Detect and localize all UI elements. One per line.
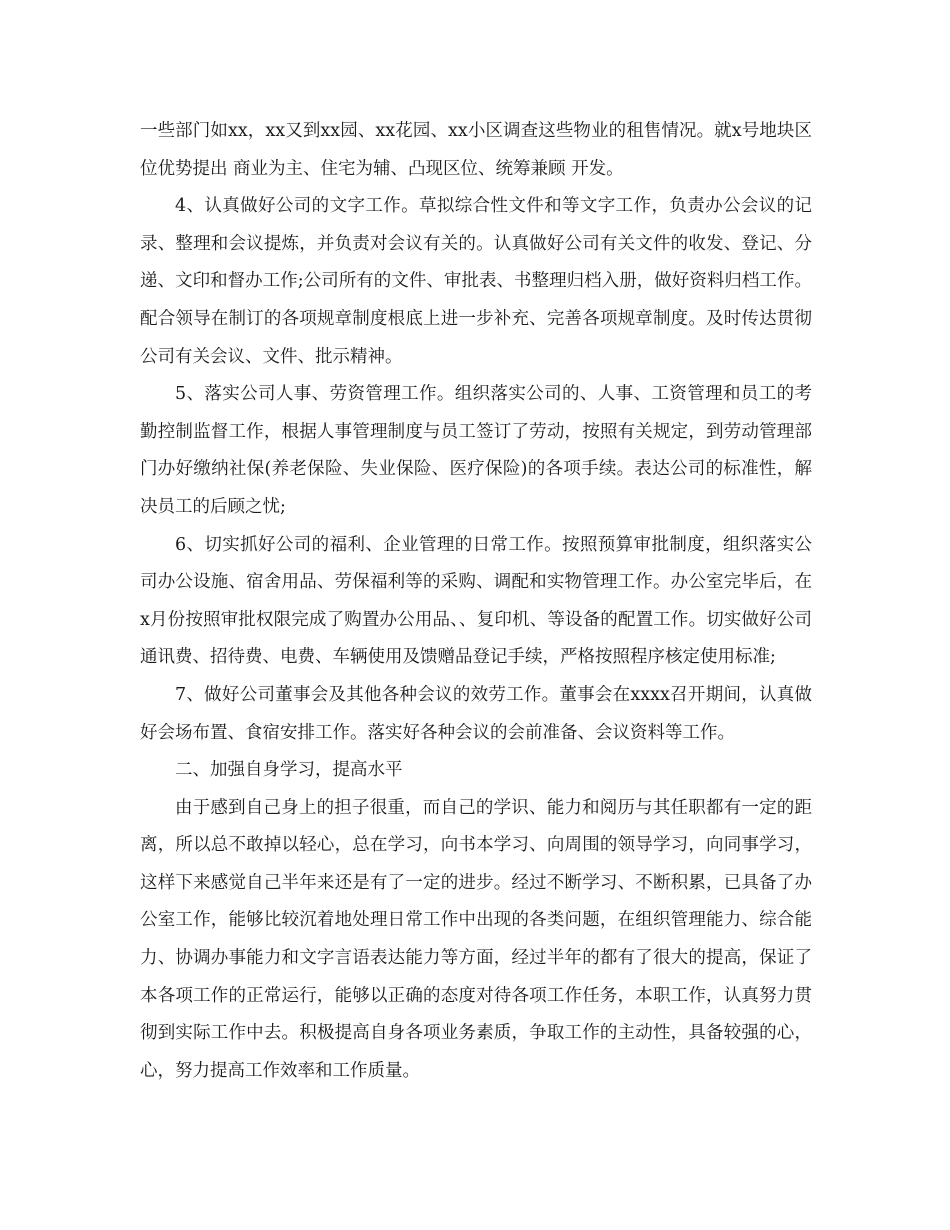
- section-heading-2: 二、加强自身学习，提高水平: [175, 760, 403, 781]
- paragraph-item-4: 4、认真做好公司的文字工作。草拟综合性文件和等文字工作，负责办公会议的记录、整理和会议提炼，并负责对会议有关的。认真做好公司有关文件的收发、登记、分递、文印和督办工作;公司所有的文件、审批表、书整理归档入册，做好资料归档工作。配合领导在制订的各项规章制度根底上进一步补充、完善各项规章制度。及时传达贯彻公司有关会议、文件、批示精神。: [140, 196, 812, 367]
- paragraph-item-5: 5、落实公司人事、劳资管理工作。组织落实公司的、人事、工资管理和员工的考勤控制监督工作，根据人事管理制度与员工签订了劳动，按照有关规定，到劳动管理部门办好缴纳社保(养老保险、失业保险、医疗保险)的各项手续。表达公司的标准性，解决员工的后顾之忧;: [140, 384, 812, 517]
- document-body: [140, 113, 812, 1090]
- paragraph-item-7: 7、做好公司董事会及其他各种会议的效劳工作。董事会在xxxx召开期间，认真做好会场布置、食宿安排工作。落实好各种会议的会前准备、会议资料等工作。: [140, 684, 812, 743]
- paragraph-continuation: 一些部门如xx，xx又到xx园、xx花园、xx小区调查这些物业的租售情况。就x号地块区位优势提出 商业为主、住宅为辅、凸现区位、统筹兼顾 开发。: [140, 121, 812, 179]
- paragraph-self-study: 由于感到自己身上的担子很重，而自己的学识、能力和阅历与其任职都有一定的距离，所以总不敢掉以轻心，总在学习，向书本学习、向周围的领导学习，向同事学习，这样下来感觉自己半年来还是有了一定的进步。经过不断学习、不断积累，已具备了办公室工作，能够比较沉着地处理日常工作中出现的各类问题，在组织管理能力、综合能力、协调办事能力和文字言语表达能力等方面，经过半年的都有了很大的提高，保证了本各项工作的正常运行，能够以正确的态度对待各项工作任务，本职工作，认真努力贯彻到实际工作中去。积极提高自身各项业务素质，争取工作的主动性，具备较强的心，心，努力提高工作效率和工作质量。: [140, 797, 812, 1081]
- paragraph-item-6: 6、切实抓好公司的福利、企业管理的日常工作。按照预算审批制度，组织落实公司办公设施、宿舍用品、劳保福利等的采购、调配和实物管理工作。办公室完毕后，在x月份按照审批权限完成了购置办公用品、、复印机、等设备的配置工作。切实做好公司通讯费、招待费、电费、车辆使用及馈赠品登记手续，严格按照程序核定使用标准;: [140, 534, 812, 668]
